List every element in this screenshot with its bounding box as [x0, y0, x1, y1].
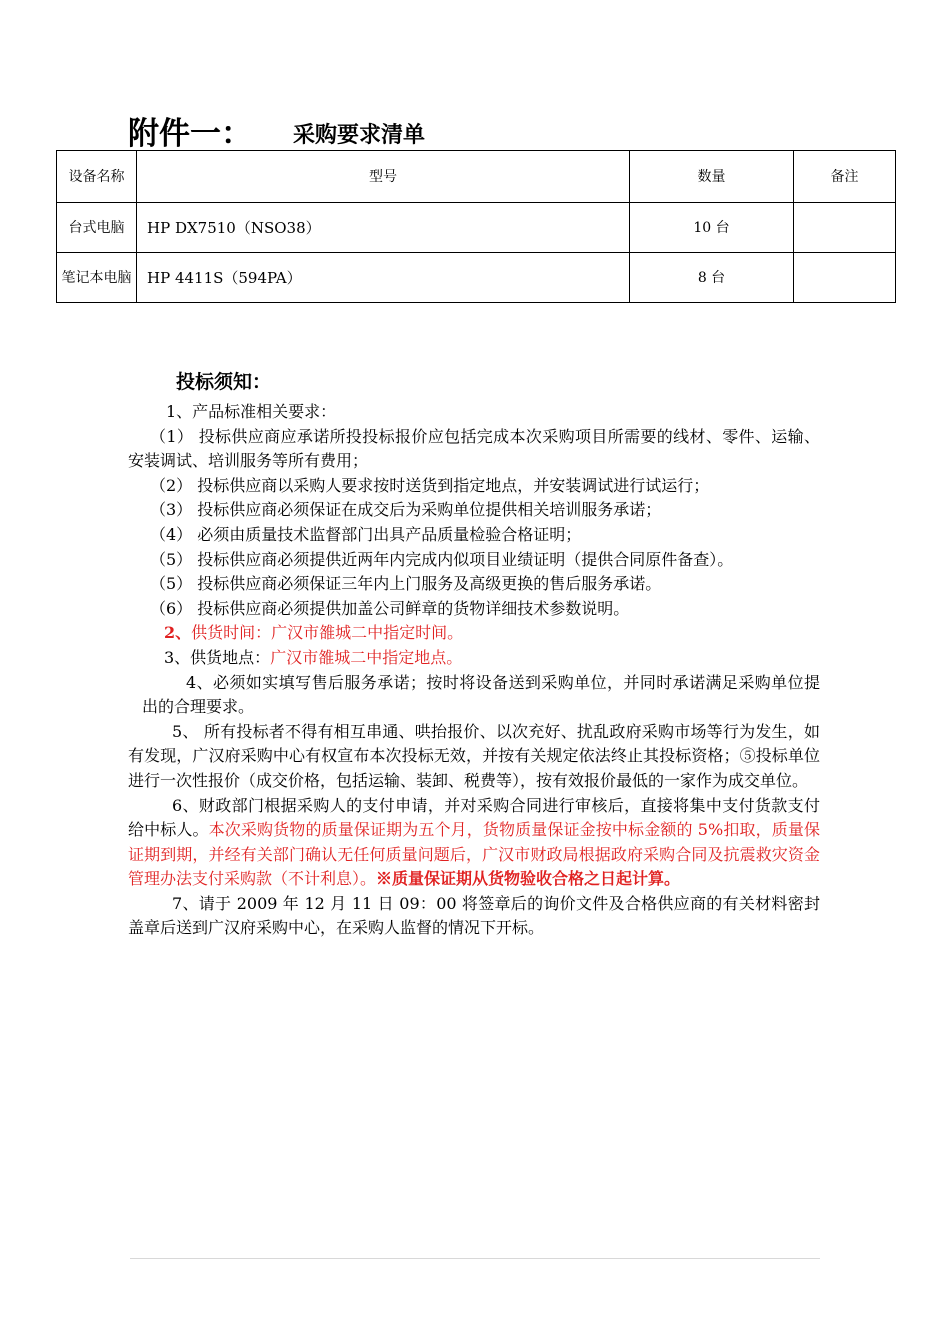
s3-label: 3、供货地点：: [164, 647, 271, 667]
section-2: [128, 621, 820, 646]
s1-item: （3） 投标供应商必须保证在成交后为采购单位提供相关培训服务承诺；: [150, 500, 662, 520]
section-5: 5、 所有投标者不得有相互串通、哄抬报价、以次充好、扰乱政府采购市场等行为发生，如有发现，广汉府采购中心有权宣布本次投标无效，并按有关规定依法终止其投标资格；⑤投标单位进行一次性报价（成交价格，包括运输、装卸、税费等），按有效报价最低的一家作为成交单位。: [128, 721, 820, 790]
header-qty: 数量: [630, 151, 794, 203]
header-note: 备注: [794, 151, 896, 203]
s1-item: （6） 投标供应商必须提供加盖公司鲜章的货物详细技术参数说明。: [150, 598, 630, 618]
s6-text: 6、财政部门根据采购人的支付申请，并对采购合同进行审核后，直接将集中支付货款支付给中标人。: [128, 795, 820, 840]
title-sub: 采购要求清单: [293, 123, 426, 148]
notice-heading: 投标须知：: [176, 371, 272, 393]
header-model: 型号: [137, 151, 630, 203]
header-name: 设备名称: [57, 151, 137, 203]
cell-name: 笔记本电脑: [57, 253, 137, 303]
cell-qty: 10 台: [630, 203, 794, 253]
footer-divider: [130, 1258, 820, 1259]
section-3: [128, 646, 820, 671]
requirements-table: [56, 150, 896, 303]
section-1-title: 1、产品标准相关要求：: [166, 402, 337, 421]
s2-label: 2、: [164, 623, 192, 643]
s1-item: （2） 投标供应商以采购人要求按时送货到指定地点，并安装调试进行试运行；: [150, 475, 710, 495]
s2-text: 供货时间：广汉市雒城二中指定时间。: [191, 623, 464, 643]
table-row: [57, 203, 896, 253]
s1-item: （5） 投标供应商必须提供近两年内完成内似项目业绩证明（提供合同原件备查）。: [150, 549, 734, 569]
cell-note: [794, 253, 896, 303]
s1-item: （4） 必须由质量技术监督部门出具产品质量检验合格证明；: [150, 524, 582, 544]
s1-item: （1） 投标供应商应承诺所投投标报价应包括完成本次采购项目所需要的线材、零件、运输、安装调试、培训服务等所有费用；: [128, 426, 820, 471]
section-6: [128, 794, 820, 892]
title-main: 附件一：: [128, 116, 252, 152]
cell-name: 台式电脑: [57, 203, 137, 253]
s1-item: （5） 投标供应商必须保证三年内上门服务及高级更换的售后服务承诺。: [150, 574, 662, 594]
cell-model: HP DX7510（NSO38）: [137, 203, 630, 253]
s6-warranty-note: ※质量保证期从货物验收合格之日起计算。: [376, 869, 681, 889]
table-row: [57, 253, 896, 303]
cell-note: [794, 203, 896, 253]
section-4: 4、必须如实填写售后服务承诺；按时将设备送到采购单位，并同时承诺满足采购单位提出的合理要求。: [142, 672, 820, 717]
cell-model: HP 4411S（594PA）: [137, 253, 630, 303]
notice-body: [128, 400, 820, 941]
cell-qty: 8 台: [630, 253, 794, 303]
table-header-row: [57, 151, 896, 203]
s6-warranty-text: 本次采购货物的质量保证期为五个月，货物质量保证金按中标金额的 5%扣取，质量保证期到期，并经有关部门确认无任何质量问题后，广汉市财政局根据政府采购合同及抗震救灾资金管理办法支付采购款（不计利息）。: [128, 820, 820, 889]
section-7: 7、请于 2009 年 12 月 11 日 09：00 将签章后的询价文件及合格供应商的有关材料密封盖章后送到广汉府采购中心，在采购人监督的情况下开标。: [128, 893, 820, 938]
s3-text: 广汉市雒城二中指定地点。: [270, 647, 463, 667]
